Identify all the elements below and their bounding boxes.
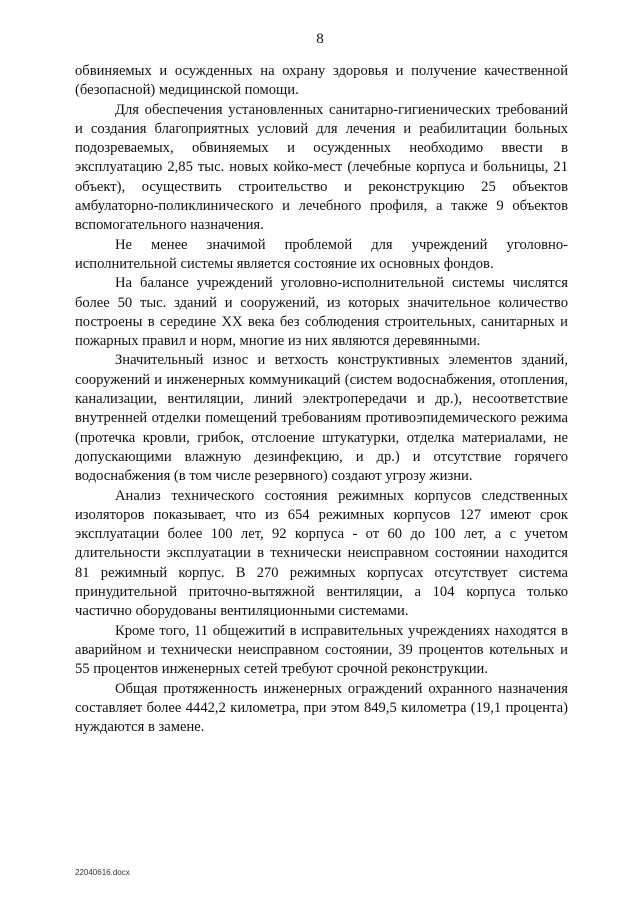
paragraph-detention-analysis: Анализ технического состояния режимных корпусов следственных изоляторов показывает, что из 654 режимных корпусов 127 имеют срок эксплуатации более 100 лет, 92 корпуса - от 60 до 100 лет, а с учетом длительности эксплуатации в технически неисправном состоянии находится 81 режимный корпус. В 270 режимных корпусах отсутствует система принудительной приточно-вытяжной вентиляции, а 104 корпуса только частично оборудованы вентиляционными системами. (75, 487, 568, 620)
paragraph-medical-facilities: Для обеспечения установленных санитарно-гигиенических требований и создания благоприятных условий для лечения и реабилитации больных подозреваемых, обвиняемых и осужденных необходимо ввести в эксплуатацию 2,85 тыс. новых койко-мест (лечебные корпуса и больницы, 21 объект), осуществить строительство и реконструкцию 25 объектов амбулаторно-поликлинического и лечебного профиля, а также 9 объектов вспомогательного назначения. (75, 101, 568, 234)
paragraph-continuation: обвиняемых и осужденных на охрану здоровья и получение качественной (безопасной) медицинской помощи. (75, 63, 568, 99)
paragraph-fixed-assets-problem: Не менее значимой проблемой для учреждений уголовно-исполнительной системы является состояние их основных фондов. (75, 236, 568, 272)
paragraph-fencing: Общая протяженность инженерных ограждений охранного назначения составляет более 4442,2 километра, при этом 849,5 километра (19,1 процента) нуждаются в замене. (75, 680, 568, 736)
paragraph-wear-and-tear: Значительный износ и ветхость конструктивных элементов зданий, сооружений и инженерных коммуникаций (систем водоснабжения, отопления, канализации, вентиляции, линий электропередачи и др.), несоответствие внутренней отделки помещений требованиям противоэпидемического режима (протечка кровли, грибок, отслоение штукатурки, отделка материалами, не допускающими влажную дезинфекцию, и др.) и отсутствие горячего водоснабжения (в том числе резервного) создают угрозу жизни. (75, 352, 568, 485)
paragraph-buildings-balance: На балансе учреждений уголовно-исполнительной системы числятся более 50 тыс. зданий и сооружений, из которых значительное количество построены в середине XX века без соблюдения строительных, санитарных и пожарных правил и норм, многие из них являются деревянными. (75, 275, 568, 350)
file-name-footer: 22040616.docx (75, 868, 130, 877)
document-body (75, 62, 568, 737)
paragraph-dormitories: Кроме того, 11 общежитий в исправительных учреждениях находятся в аварийном и технически неисправном состоянии, 39 процентов котельных и 55 процентов инженерных сетей требуют срочной реконструкции. (75, 622, 568, 678)
page-number: 8 (316, 31, 324, 47)
